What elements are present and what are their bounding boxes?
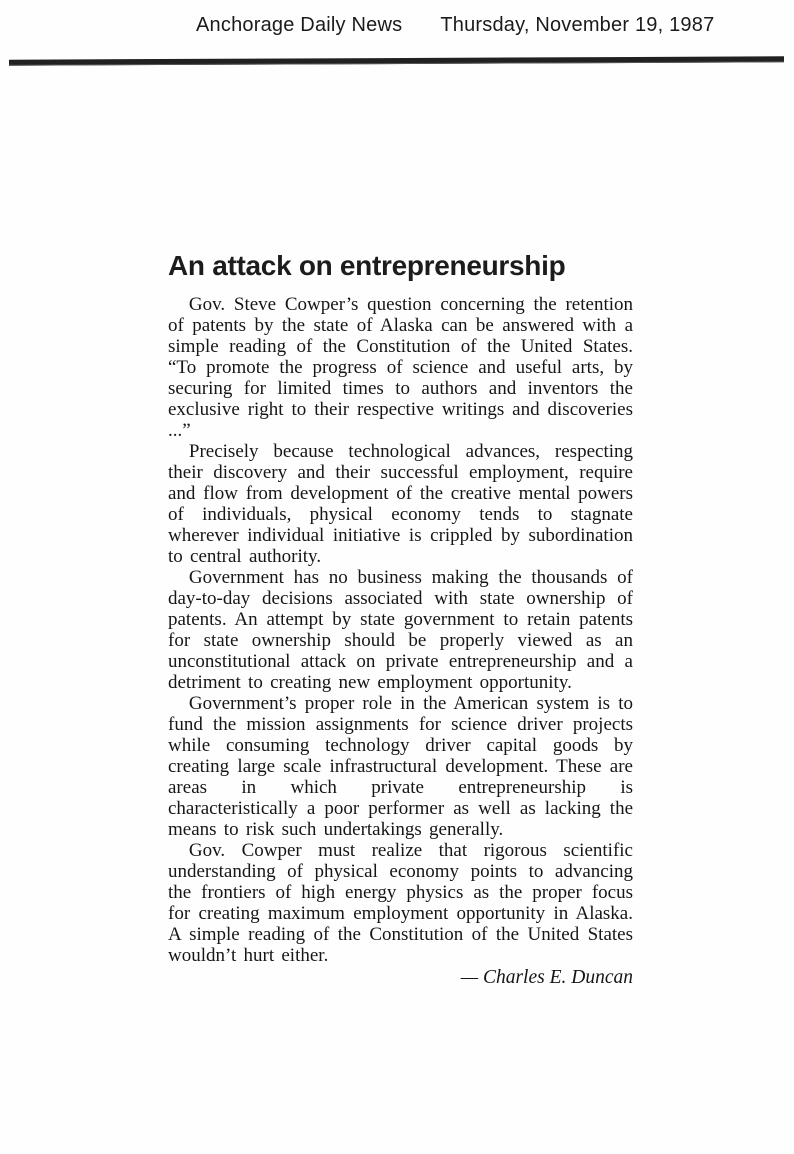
article xyxy=(168,250,633,990)
issue-date: Thursday, November 19, 1987 xyxy=(440,14,715,36)
article-paragraph-2: Precisely because technological advances, respecting their discovery and their successful employment, require and flow from development of the creative mental powers of individuals, physical economy tends to stagnate wherever individual initiative is crippled by subordination to central authority. xyxy=(168,441,633,567)
masthead-rule xyxy=(9,56,784,65)
newspaper-name: Anchorage Daily News xyxy=(196,14,403,36)
article-paragraph-3: Government has no business making the thousands of day-to-day decisions associated with state ownership of patents. An attempt by state government to retain patents for state ownership should be properly viewed as an unconstitutional attack on private entrepreneurship and a detriment to creating new employment opportunity. xyxy=(168,567,633,693)
article-headline: An attack on entrepreneurship xyxy=(168,250,566,281)
article-paragraph-1: Gov. Steve Cowper’s question concerning the retention of patents by the state of Alaska can be answered with a simple reading of the Constitution of the United States. “To promote the progress of science and useful arts, by securing for limited times to authors and inventors the exclusive right to their respective writings and discoveries ...” xyxy=(168,294,633,441)
article-paragraph-5: Gov. Cowper must realize that rigorous scientific understanding of physical economy points to advancing the frontiers of high energy physics as the proper focus for creating maximum employment opportunity in Alaska. A simple reading of the Constitution of the United States wouldn’t hurt either. xyxy=(168,840,633,966)
article-paragraph-4: Government’s proper role in the American system is to fund the mission assignments for science driver projects while consuming technology driver capital goods by creating large scale infrastructural development. These are areas in which private entrepreneurship is characteristically a poor performer as well as lacking the means to risk such undertakings generally. xyxy=(168,693,633,840)
article-body xyxy=(168,294,633,966)
article-byline: — Charles E. Duncan xyxy=(460,967,633,988)
masthead xyxy=(0,14,794,37)
